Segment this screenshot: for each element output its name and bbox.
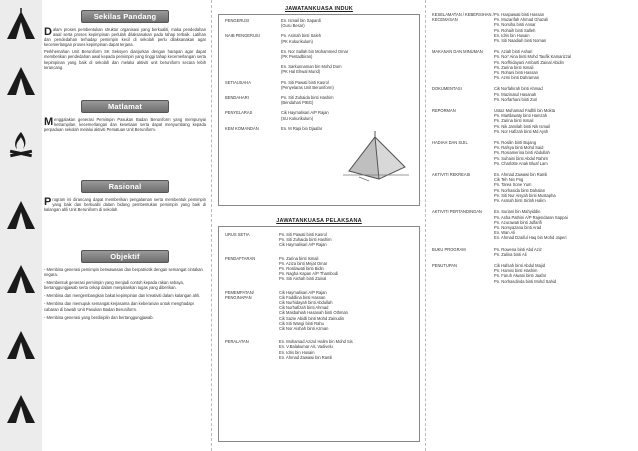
dropcap: P	[44, 196, 52, 208]
tent-icon-strip	[0, 0, 42, 451]
induk-title: JAWATANKUASA INDUK	[279, 6, 359, 12]
committee-row: PEMEMPATAN/ PENGINAPAN Cik Haymalisari A/P Rajan Cik Faddlina binti Hassan Cik Nurhidayah binti Abdullah Cik Norhafizah binti Ahmad Cik Masbahiah Hasanah binti Othman Cik Sazie Abidli binti Mohd Zainudin Cik Siti Wangi binti Rahu Cik Nor Aishah binti Azman	[225, 289, 348, 332]
list-item: - Membentuk generasi pemimpin yang menjadi contoh kepada rakan sebaya, bertanggungjawab serta cekap dalam menjalankan tugas yang diberikan.	[44, 280, 184, 291]
sekilas-section	[44, 10, 206, 70]
committee-row: BENDAHARI Pn. Siti Zuhaida binti Hashim (Bendahari PIBG)	[225, 95, 334, 106]
tent-icon	[4, 262, 38, 296]
committee-row: PENGERUSI En. Ismail bin Sapardi (Guru Besar)	[225, 18, 321, 29]
dropcap: D	[44, 26, 52, 38]
list-item: - Membina generasi yang berdisiplin dan bertanggungjawab.	[44, 314, 154, 320]
list-item: - Membina dan mengembangkan bakat kepimpinan dan kreativiti dalam kalangan ahli.	[44, 293, 201, 299]
sekilas-text: Dalam proses pembentukan struktur organisasi yang berkualiti, maka pendedahan awal serta proses kepimpinan perlulah dilaksanakan pada tahap terbaik. Latihan dan pendedahan terhadap pemimpin kecil di sekolah perlu dilaksanakan agar kecemerlangan proses kepimpinan dapat terjana. Perkhemahan Unit Beruniform SK Seksyen dianjurkan dengan harapan agar dapat memberikan pendedahan awal kepada pemimpin yang tinggi tahap kecemerlangan serta kepimpinan yang baik di sekolah dan melalui aktiviti unit beruniform secara lebih terancang.	[44, 26, 206, 70]
committee-row: PENDAFTARAN Pn. Zarina binti Ismail Pn. Aziza binti Mejat Omar Pn. Rosilawati binti Bidin Pn. Nagha Kapan A/P Thambodi Pn. Siti Aishah binti Zainal	[225, 255, 339, 282]
committee-row: KESELAMATAN / KEBERSIHAN / KECEMASAN Pn. Haspawati binti Hassan Pn. Muzarifah Ahmad Ghazali Pn. Norsiha binti Ansar Pn. Rohaih binti Salleh En. Idris bin Husain Pn. Siti Naadiah binti Noman	[432, 12, 549, 44]
matlamat-section	[44, 100, 206, 132]
matlamat-banner: Matlamat	[81, 100, 169, 113]
committee-row: REPORMAN Ustaz Muhamad Fadhli bin Mokta Pn. Martilawaty binti Hamzah Pn. Zarina binti Ismail Pn. Nik Jamilah binti Nik Ismail Pn. Nor Hafizah binti Md Aysh	[432, 108, 555, 134]
committee-row: DOKUMENTASI Cik Norfahirah binti Ahmad Pn. Mazinatul Hasanah Pn. Norfarhani binti Zuri	[432, 86, 543, 102]
sekilas-banner: Sekilas Pandang	[81, 10, 169, 23]
induk-frame	[218, 6, 420, 206]
list-item: - Membina dan memupuk semangat kerjasama dan keberanian untuk menghadapi cabaran di bawah Unit Pasukan Badan Beruniform.	[44, 301, 194, 312]
committee-row: PENYELARAS Cik Haymalisari A/P Rajan (SU Kokurikulum)	[225, 110, 329, 121]
matlamat-text: Menggalakan generasi Pemimpin Pasukan Badan Beruniform yang mempunyai ketrampilan, kecemerlangan dan kesetiaan serta dapat menyumbang kepada perpaduan sekolah melalui aktiviti Persatuan Unit Beruniform.	[44, 116, 206, 133]
committee-row: SETIAUSAHA Pn. Siti Pawati binti Kasrol (Penyelaras Unit Beruniform)	[225, 79, 334, 90]
committee-list	[432, 12, 632, 290]
rasional-text: Program ini dirancang dapat memberikan pengalaman serta membentuk pemimpin yang baik dan berkualiti dalam bidang pembentukan pemimpin yang baik di kalangan ahli Unit Beruniform di sekolah.	[44, 196, 206, 213]
pelaksana-list	[219, 224, 419, 360]
objektif-banner: Objektif	[81, 250, 169, 263]
left-panel	[0, 0, 212, 451]
committee-row: AKTIVITI REKREASI En. Ahmad Zawawi bin Ramli Cik Teh Nin Png Pn. Tarea Sone Yum Pn. Norhasida binti Dahalan Pn. Siti Nur Aisyah binti Mustapha Pn. Asmah binti Sirlah Halim	[432, 172, 556, 204]
objektif-section	[44, 250, 206, 323]
committee-row: BUKU PROGRAM Pn. Rowena binti Abd Aziz Pn. Zalina binti Ali	[432, 246, 542, 257]
committee-row: PERALATAN En. Mohamad Azizul Halim bin Mohd Sis En. V.Balakumar A/L Vadivelu En. Idris bin Husain En. Ahmad Zawawi bin Ramli	[225, 339, 353, 360]
induk-list	[219, 12, 419, 131]
tent-icon	[4, 8, 38, 42]
tent-icon	[4, 198, 38, 232]
rasional-section	[44, 180, 206, 212]
tent-illustration	[339, 127, 411, 183]
dropcap: M	[44, 116, 54, 128]
tent-icon	[4, 328, 38, 362]
middle-panel	[212, 0, 426, 451]
right-panel	[426, 0, 638, 451]
committee-row: URUS SETIA Pn. Siti Pawati binti Kasrol Pn. Siti Zuhaida binti Hashim Cik Haymalisari A/P Rajan	[225, 232, 332, 248]
committee-row: MAKANAN DAN MINUMAN Pn. Aziah binti Ashari Pn. Nor' Aina binti Mohd Taufik Kamarizzal Pn. Norfhidayani Ambarti Zainal Abidin Pn. Zarina binti Ismail Pn. Rohani binti Hassan Pn. Azmi binti Dahraman	[432, 49, 571, 81]
tent-icon	[4, 64, 38, 98]
committee-row: PENUTUPAN Cik Hafsah binti Abdul Majid Pn. Hamisi binti Hashim Pn. Faruh Alwani binti Jaafar Pn. Norhasdinda binti Mohd Sahid	[432, 262, 557, 284]
pelaksana-frame	[218, 218, 420, 442]
committee-row: HADIAH DAN SIJIL Pn. Rosilin binti Bujang Pn. Rafsya binti Mohd Said Pn. Rosiamerina binti Abdullah Pn. Suhaini binti Abdul Rahim Pn. Charlotte Anak Bluaf Lam	[432, 140, 550, 166]
list-item: - Membina generasi pemimpin berwawasan dan berpatriotik dengan semangat cintakan negara.	[44, 267, 203, 278]
committee-row: NAIB PENGERUSI Pn. Asmah binti Saleh (PK Kokurikulum) En. Nor Sallah bin Mohammed Omar (PK Pentadbiran) En. Sarkunnaman bin Mohd Dom (PK Hal Ehwal Murid)	[225, 33, 349, 75]
committee-row: KEM KOMANDAN En. M Rapi bin Djaafar	[225, 125, 323, 131]
committee-row: AKTIVITI PERTANDINGAN En. Suriani bin Mahyiddin Pn. Asha Pathini A/P Rajendaran Sappai Pn. Azurawati binti Julfarifi Pn. Norsyazana binti Arad En. Wan Ali En. Ahmad Dzaiful Haq bin Mohd Japeri	[432, 209, 568, 241]
pelaksana-title: JAWATANKUASA PELAKSANA	[271, 218, 367, 224]
tent-icon	[4, 392, 38, 426]
campfire-icon	[4, 128, 38, 162]
rasional-banner: Rasional	[81, 180, 169, 193]
objektif-list	[44, 267, 206, 320]
